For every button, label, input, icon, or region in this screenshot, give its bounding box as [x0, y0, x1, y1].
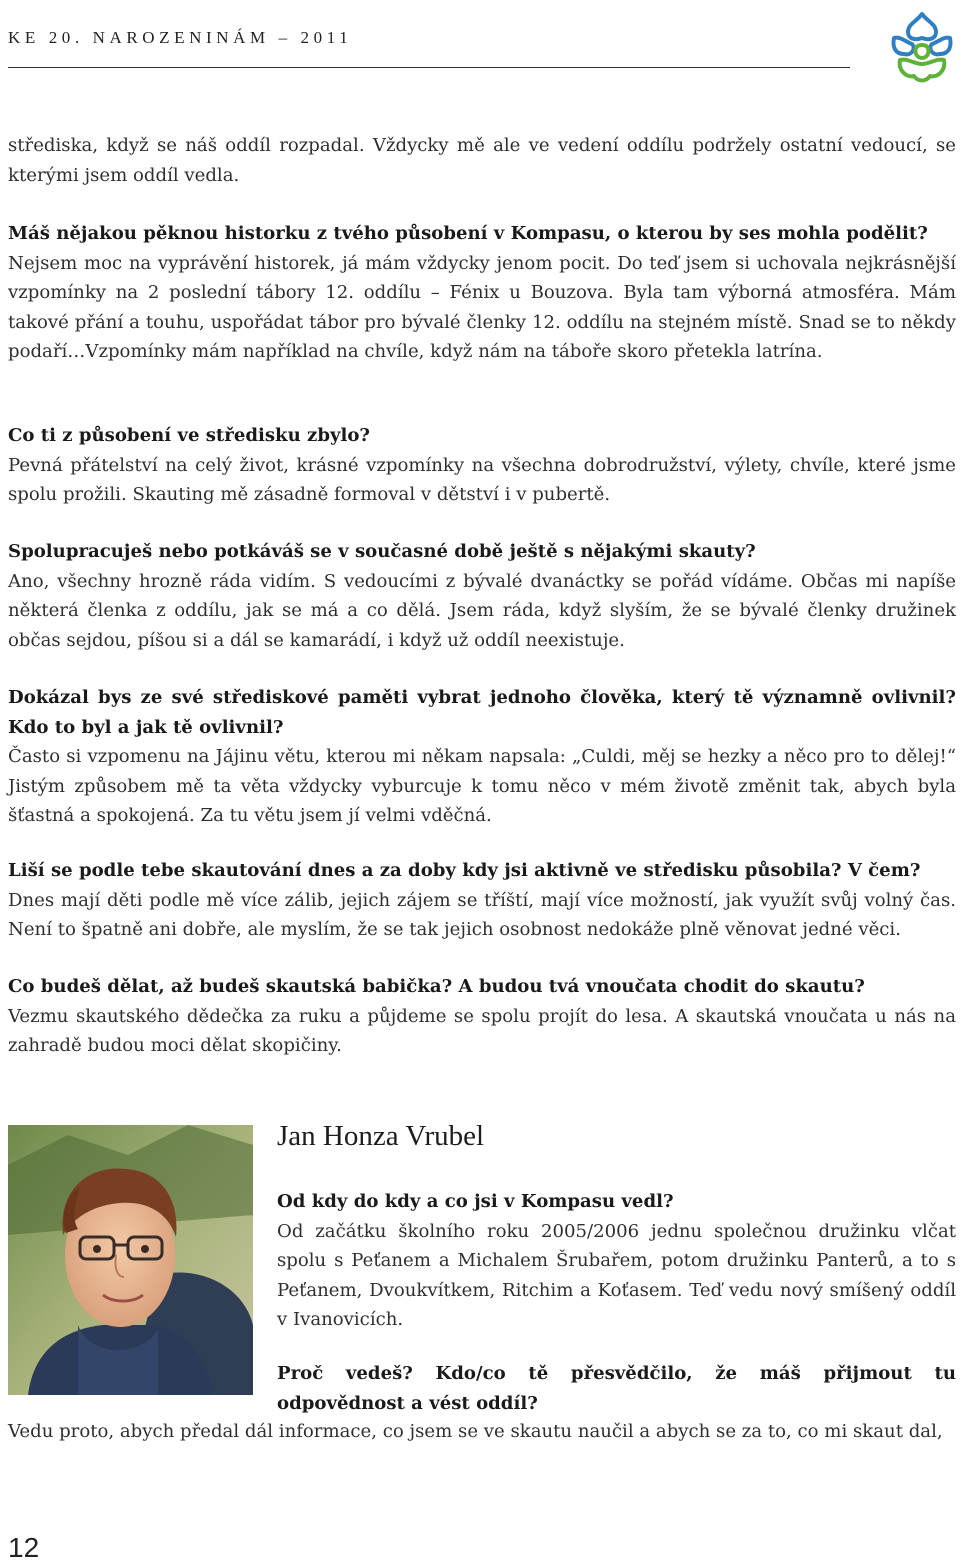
qa-block-contacts [8, 537, 956, 655]
scout-lily-trefoil-icon [886, 8, 958, 88]
qa-block-influence [8, 683, 956, 831]
answer-paragraph: Dnes mají děti podle mě více zálib, jejich zájem se tříští, mají více možností, jak využít svůj volný čas. Není to špatně ani dobře, ale myslím, že se tak jejich osobnost nedokáže plně věnovat jedné věci. [8, 889, 956, 940]
question-heading: Co ti z působení ve středisku zbylo? [8, 425, 371, 446]
question-heading: Proč vedeš? Kdo/co tě přesvědčilo, že máš přijmout tu odpovědnost a vést oddíl? [277, 1363, 956, 1414]
answer-paragraph: Pevná přátelství na celý život, krásné vzpomínky na všechna dobrodružství, výlety, chvíle, které jsme spolu prožili. Skauting mě zásadně formoval v dětství i v pubertě. [8, 454, 956, 505]
running-header: KE 20. NAROZENINÁM – 2011 [8, 28, 353, 47]
qa-block-legacy [8, 421, 956, 510]
question-heading: Dokázal bys ze své střediskové paměti vybrat jednoho člověka, který tě významně ovlivnil? Kdo to byl a jak tě ovlivnil? [8, 687, 956, 738]
header-divider [8, 67, 850, 68]
question-heading: Liší se podle tebe skautování dnes a za doby kdy jsi aktivně ve středisku působila? V čem? [8, 860, 921, 881]
qa-block-difference [8, 856, 956, 945]
page-number: 12 [8, 1532, 40, 1563]
answer-paragraph: Vezmu skautského dědečka za ruku a půjdeme se spolu projít do lesa. A skautská vnoučata u nás na zahradě budou moci dělat skopičiny. [8, 1005, 956, 1056]
answer-paragraph: Často si vzpomenu na Jájinu větu, kterou mi někam napsala: „Culdi, měj se hezky a něco pro to dělej!“ Jistým způsobem mě ta věta vždycky vyburcuje k tomu něco v mém životě změnit tak, abych byla šťastná a spokojená. Za tu větu jsem jí velmi vděčná. [8, 746, 956, 826]
qa-block-story [8, 219, 956, 367]
answer-paragraph: Nejsem moc na vyprávění historek, já mám vždycky jenom pocit. Do teď jsem si uchovala nejkrásnější vzpomínky na 2 poslední tábory 12. oddílu – Fénix u Bouzova. Byla tam výborná atmosféra. Mám takové přání a touhu, uspořádat tábor pro bývalé členky 12. oddílu na stejném místě. Snad se to někdy podaří…Vzpomínky mám například na chvíle, když nám na táboře skoro přetekla latrína. [8, 252, 956, 362]
question-heading: Spolupracuješ nebo potkáváš se v současné době ještě s nějakými skauty? [8, 541, 756, 562]
question-heading: Co budeš dělat, až budeš skautská babička? A budou tvá vnoučata chodit do skautu? [8, 976, 865, 997]
question-heading: Od kdy do kdy a co jsi v Kompasu vedl? [277, 1191, 674, 1212]
answer-paragraph: střediska, když se náš oddíl rozpadal. Vždycky mě ale ve vedení oddílu podržely ostatní vedoucí, se kterými jsem oddíl vedla. [8, 135, 956, 186]
qa-block-future [8, 972, 956, 1061]
text-block-leader-answer [8, 1417, 956, 1447]
qa-block-leader-motivation [277, 1359, 956, 1418]
answer-paragraph: Od začátku školního roku 2005/2006 jednu společnou družinku vlčat spolu s Peťanem a Michalem Šrubařem, potom družinku Panterů, a to s Peťanem, Dvoukvítkem, Ritchim a Koťasem. Teď vedu nový smíšený oddíl v Ivanovicích. [277, 1220, 956, 1330]
qa-block-leader-history [277, 1187, 956, 1335]
person-name-heading: Jan Honza Vrubel [277, 1120, 485, 1152]
portrait-photo-young-man-glasses-icon [8, 1125, 253, 1395]
answer-paragraph: Ano, všechny hrozně ráda vidím. S vedoucími z bývalé dvanáctky se pořád vídáme. Občas mi napíše některá členka z oddílu, jak se má a co dělá. Jsem ráda, když slyším, že se bývalé členky družinek občas sejdou, píšou si a dál se kamarádí, i když už oddíl neexistuje. [8, 570, 956, 651]
answer-paragraph: Vedu proto, abych předal dál informace, co jsem se ve skautu naučil a abych se za to, co mi skaut dal, [8, 1421, 943, 1442]
question-heading: Máš nějakou pěknou historku z tvého působení v Kompasu, o kterou by ses mohla podělit? [8, 223, 928, 244]
text-block-intro [8, 131, 956, 190]
